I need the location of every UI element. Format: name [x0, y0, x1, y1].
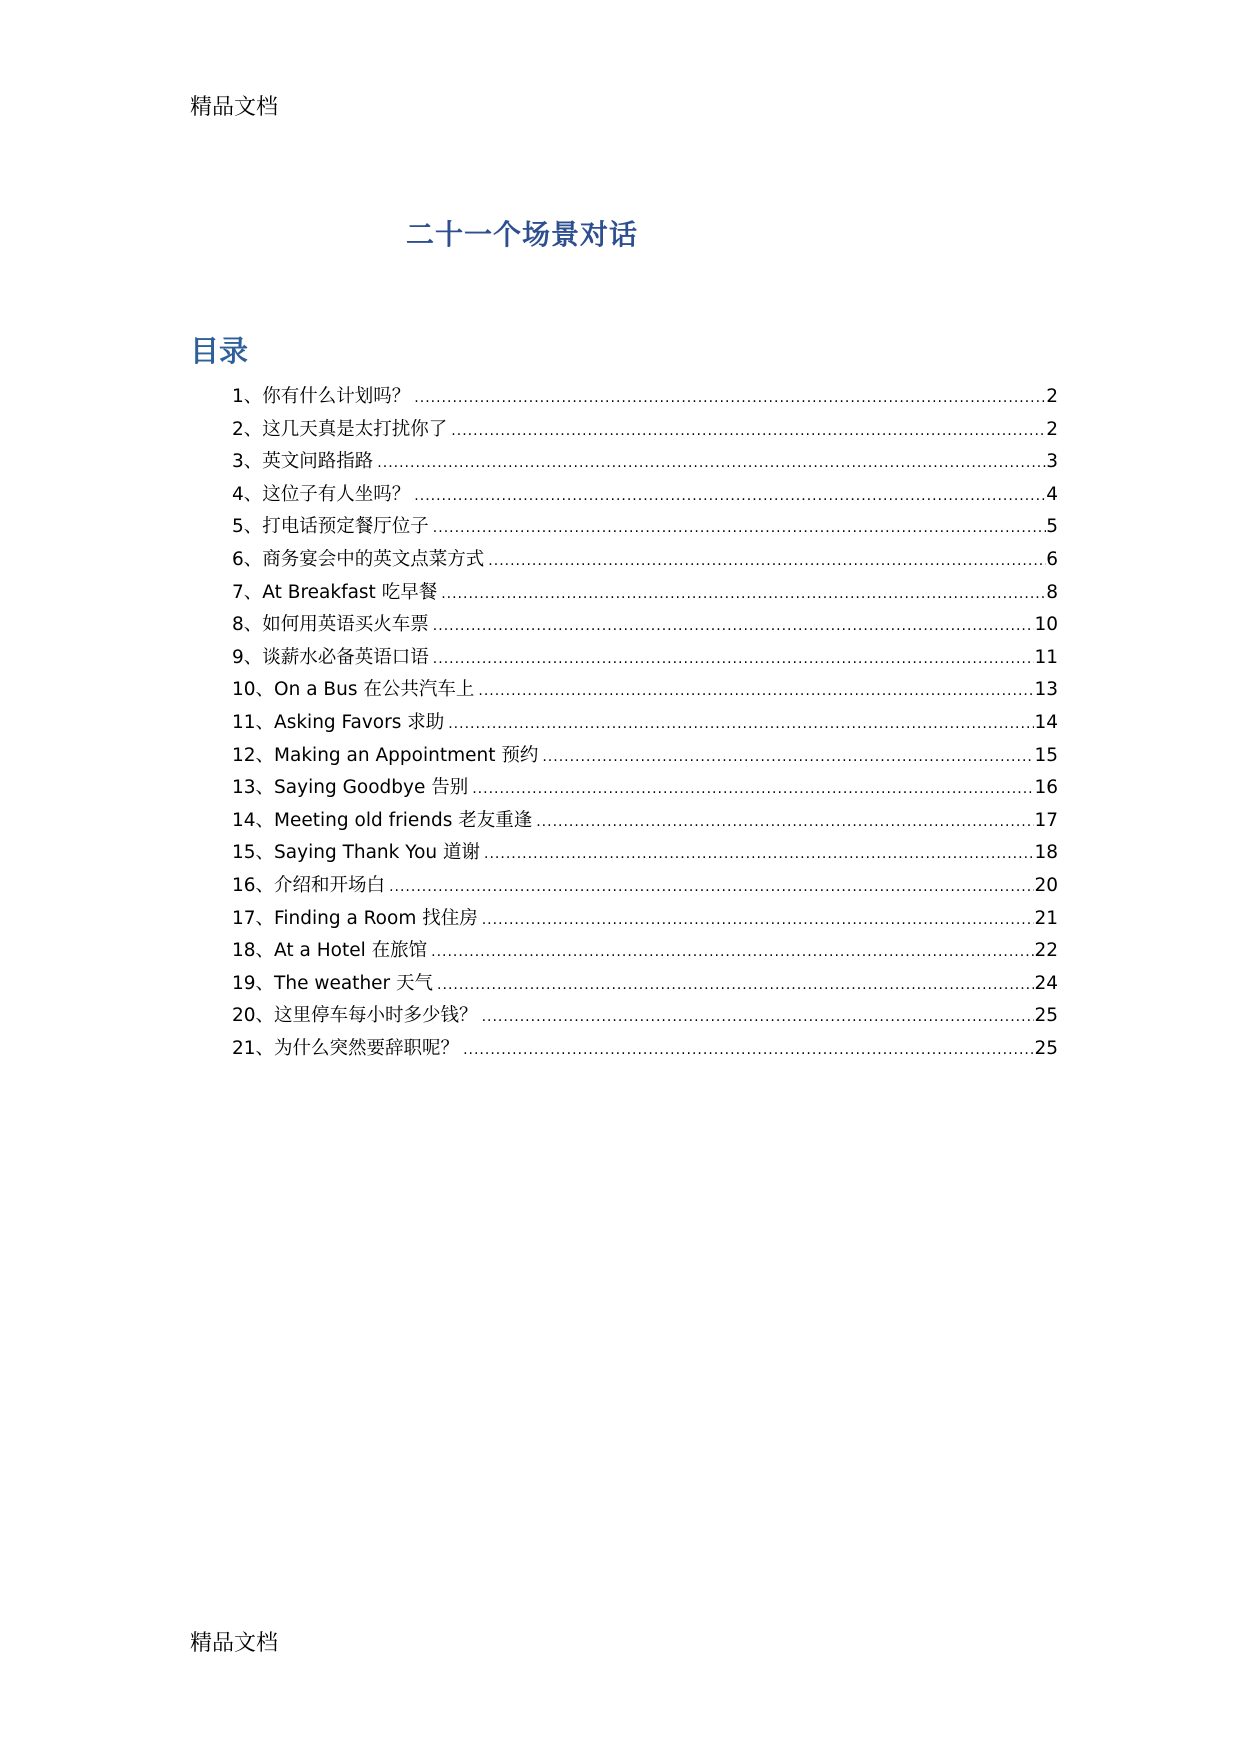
toc-entry-title: 这几天真是太打扰你了	[262, 418, 448, 440]
toc-entry-title: Finding a Room 找住房	[274, 907, 478, 929]
toc-entry[interactable]	[232, 447, 1058, 480]
toc-entry-page: 6	[1046, 548, 1058, 570]
toc-dot-leader	[389, 879, 1034, 895]
toc-entry-title: Saying Thank You 道谢	[274, 842, 481, 864]
toc-entry-title: At a Hotel 在旅馆	[274, 940, 428, 962]
toc-entry-page: 3	[1046, 451, 1058, 473]
page-header: 精品文档	[190, 95, 279, 120]
toc-entry[interactable]	[232, 1001, 1058, 1034]
toc-entry-page: 4	[1046, 483, 1058, 505]
toc-entry-number: 15、	[232, 842, 275, 864]
toc-entry[interactable]	[232, 610, 1058, 643]
toc-entry-page: 20	[1034, 874, 1058, 896]
toc-entry[interactable]	[232, 773, 1058, 806]
toc-entry-page: 13	[1034, 679, 1058, 701]
toc-entry-number: 20、	[232, 1005, 275, 1027]
toc-entry-page: 2	[1046, 418, 1058, 440]
toc-entry[interactable]	[232, 643, 1058, 676]
toc-entry-number: 8、	[232, 614, 263, 636]
toc-entry-page: 16	[1034, 777, 1058, 799]
toc-dot-leader	[472, 781, 1034, 797]
toc-entry-number: 13、	[232, 777, 275, 799]
toc-entry-number: 6、	[232, 548, 263, 570]
toc-entry-title: 如何用英语买火车票	[262, 614, 429, 636]
toc-entry[interactable]	[232, 382, 1058, 415]
toc-dot-leader	[433, 520, 1046, 536]
toc-entry-number: 12、	[232, 744, 275, 766]
toc-entry-title: Asking Favors 求助	[274, 711, 445, 733]
toc-heading: 目录	[190, 334, 249, 368]
toc-dot-leader	[448, 716, 1034, 732]
toc-dot-leader	[482, 912, 1035, 928]
toc-entry[interactable]	[232, 1034, 1058, 1067]
toc-entry-title: Saying Goodbye 告别	[274, 777, 469, 799]
toc-entry-page: 25	[1034, 1005, 1058, 1027]
toc-entry[interactable]	[232, 741, 1058, 774]
toc-dot-leader	[542, 749, 1034, 765]
toc-entry-page: 10	[1034, 614, 1058, 636]
toc-entry-number: 2、	[232, 418, 263, 440]
toc-entry-title: 为什么突然要辞职呢？	[274, 1037, 460, 1059]
toc-entry[interactable]	[232, 806, 1058, 839]
toc-entry[interactable]	[232, 969, 1058, 1002]
toc-dot-leader	[488, 553, 1046, 569]
toc-dot-leader	[478, 683, 1034, 699]
toc-entry-page: 17	[1034, 809, 1058, 831]
toc-entry-title: 这位子有人坐吗？	[262, 483, 411, 505]
toc-entry-page: 15	[1034, 744, 1058, 766]
table-of-contents	[232, 382, 1058, 1066]
toc-entry-page: 24	[1034, 972, 1058, 994]
toc-entry-title: 这里停车每小时多少钱？	[274, 1005, 478, 1027]
toc-entry[interactable]	[232, 838, 1058, 871]
toc-entry-number: 17、	[232, 907, 275, 929]
toc-entry-number: 5、	[232, 516, 263, 538]
toc-entry-number: 9、	[232, 646, 263, 668]
page-footer: 精品文档	[190, 1631, 279, 1656]
toc-entry-number: 11、	[232, 711, 275, 733]
toc-dot-leader	[484, 846, 1034, 862]
toc-entry-number: 3、	[232, 451, 263, 473]
toc-entry-page: 8	[1046, 581, 1058, 603]
toc-dot-leader	[463, 1042, 1034, 1058]
toc-entry[interactable]	[232, 480, 1058, 513]
toc-entry-number: 1、	[232, 386, 263, 407]
toc-entry-page: 21	[1034, 907, 1058, 929]
toc-entry-number: 19、	[232, 972, 275, 994]
toc-entry[interactable]	[232, 708, 1058, 741]
toc-entry-title: The weather 天气	[274, 972, 434, 994]
toc-dot-leader	[437, 977, 1034, 993]
toc-entry-number: 4、	[232, 483, 263, 505]
toc-entry-number: 14、	[232, 809, 275, 831]
toc-entry-number: 18、	[232, 940, 275, 962]
toc-dot-leader	[482, 1009, 1035, 1025]
toc-entry-title: At Breakfast 吃早餐	[262, 581, 438, 603]
toc-entry-page: 25	[1034, 1037, 1058, 1059]
toc-entry[interactable]	[232, 904, 1058, 937]
toc-entry-title: On a Bus 在公共汽车上	[274, 679, 475, 701]
toc-entry-title: 英文问路指路	[262, 451, 374, 473]
toc-entry-page: 11	[1034, 646, 1058, 668]
toc-entry-page: 22	[1034, 940, 1058, 962]
toc-entry-page: 2	[1046, 386, 1058, 407]
toc-entry-title: 谈薪水必备英语口语	[262, 646, 429, 668]
toc-entry-number: 10、	[232, 679, 275, 701]
toc-entry-page: 14	[1034, 711, 1058, 733]
toc-entry[interactable]	[232, 871, 1058, 904]
toc-dot-leader	[441, 586, 1046, 602]
toc-entry[interactable]	[232, 936, 1058, 969]
toc-dot-leader	[431, 944, 1034, 960]
document-title: 二十一个场景对话	[406, 218, 639, 251]
toc-entry[interactable]	[232, 675, 1058, 708]
toc-dot-leader	[433, 618, 1035, 634]
toc-entry[interactable]	[232, 545, 1058, 578]
toc-entry-title: 打电话预定餐厅位子	[262, 516, 429, 538]
toc-dot-leader	[377, 455, 1046, 471]
toc-entry[interactable]	[232, 415, 1058, 448]
toc-dot-leader	[433, 651, 1035, 667]
toc-entry-title: 你有什么计划吗？	[262, 386, 411, 407]
toc-entry-title: 介绍和开场白	[274, 874, 386, 896]
toc-entry-number: 21、	[232, 1037, 275, 1059]
toc-dot-leader	[451, 423, 1046, 439]
toc-entry-number: 7、	[232, 581, 263, 603]
toc-entry-page: 5	[1046, 516, 1058, 538]
toc-entry-page: 18	[1034, 842, 1058, 864]
toc-dot-leader	[536, 814, 1034, 830]
toc-entry[interactable]	[232, 512, 1058, 545]
toc-entry[interactable]	[232, 578, 1058, 611]
toc-dot-leader	[414, 390, 1046, 406]
toc-entry-title: 商务宴会中的英文点菜方式	[262, 548, 485, 570]
toc-dot-leader	[414, 488, 1046, 504]
toc-entry-number: 16、	[232, 874, 275, 896]
toc-entry-title: Making an Appointment 预约	[274, 744, 539, 766]
toc-entry-title: Meeting old friends 老友重逢	[274, 809, 533, 831]
